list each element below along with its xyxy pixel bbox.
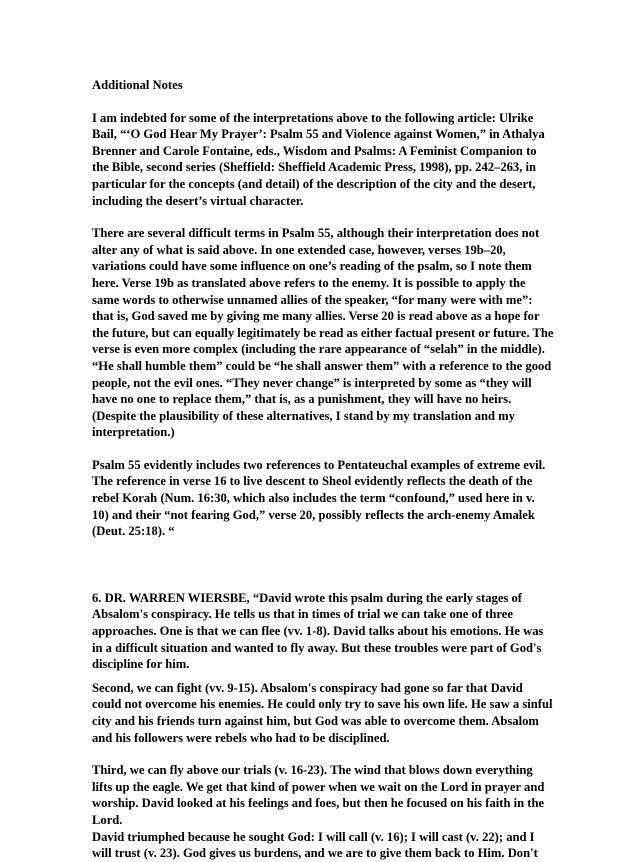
paragraph-difficult-terms: There are several difficult terms in Psalm 55, although their interpretation does not alter any of what is said above. In one extended case, however, verses 19b–20, variations could have some influence on one’s reading of the psalm, so I note them here. Verse 19b as translated above refers to the enemy. It is possible to apply the same words to otherwise unnamed allies of the speaker, “for many were with me”: that is, God saved me by giving me many allies. Verse 20 is read above as a hope for the future, but can equally legitimately be read as either factual present or future. The verse is even more complex (including the rare appearance of “selah” in the middle). “He shall humble them” could be “he shall answer them” with a reference to the good people, not the evil ones. “They never change” is interpreted by some as “they will have no one to replace them,” that is, as a punishment, they will have no heirs. (Despite the plausibility of these alternatives, I stand by my translation and my interpretation.): [92, 226, 554, 440]
paragraph-second-fight: Second, we can fight (vv. 9-15). Absalom's conspiracy had gone so far that David could not overcome his enemies. He could only try to save his own life. He saw a sinful city and his friends turn against him, but God was able to overcome them. Absalom and his followers were rebels who had to be disciplined.: [92, 680, 553, 745]
paragraph-acknowledgement: I am indebted for some of the interpretations above to the following article: Ulrike Bail, “‘O God Hear My Prayer’: Psalm 55 and Violence against Women,” in Athalya Brenner and Carole Fontaine, eds., Wisdom and Psalms: A Feminist Companion to the Bible, second series (Sheffield: Sheffield Academic Press, 1998), pp. 242–263, in particular for the concepts (and detail) of the description of the city and the desert, including the desert’s virtual character.: [92, 110, 545, 208]
document-page: [92, 77, 554, 862]
paragraph-pentateuchal-references: Psalm 55 evidently includes two references to Pentateuchal examples of extreme evil. The reference in verse 16 to live descent to Sheol evidently reflects the death of the rebel Korah (Num. 16:30, which also includes the term “confound,” used here in v. 10) and their “not fearing God,” verse 20, possibly reflects the arch-enemy Amalek (Deut. 25:18). “: [92, 457, 546, 539]
paragraph-david-triumphed: David triumphed because he sought God: I will call (v. 16); I will cast (v. 22); and I will trust (v. 23). God gives us burdens, and we are to give them back to Him. Don't: [92, 829, 538, 861]
paragraph-third-fly: Third, we can fly above our trials (v. 16-23). The wind that blows down everything lifts up the eagle. We get that kind of power when we wait on the Lord in prayer and worship. David looked at his feelings and foes, but then he focused on his faith in the Lord.: [92, 763, 545, 827]
paragraph-wiersbe-intro: 6. DR. WARREN WIERSBE, “David wrote this psalm during the early stages of Absalom's conspiracy. He tells us that in times of trial we can take one of three approaches. One is that we can flee (vv. 1-8). David talks about his emotions. He was in a difficult situation and wanted to fly away. But these troubles were part of God's discipline for him.: [92, 590, 544, 672]
section-heading: Additional Notes: [92, 78, 183, 92]
